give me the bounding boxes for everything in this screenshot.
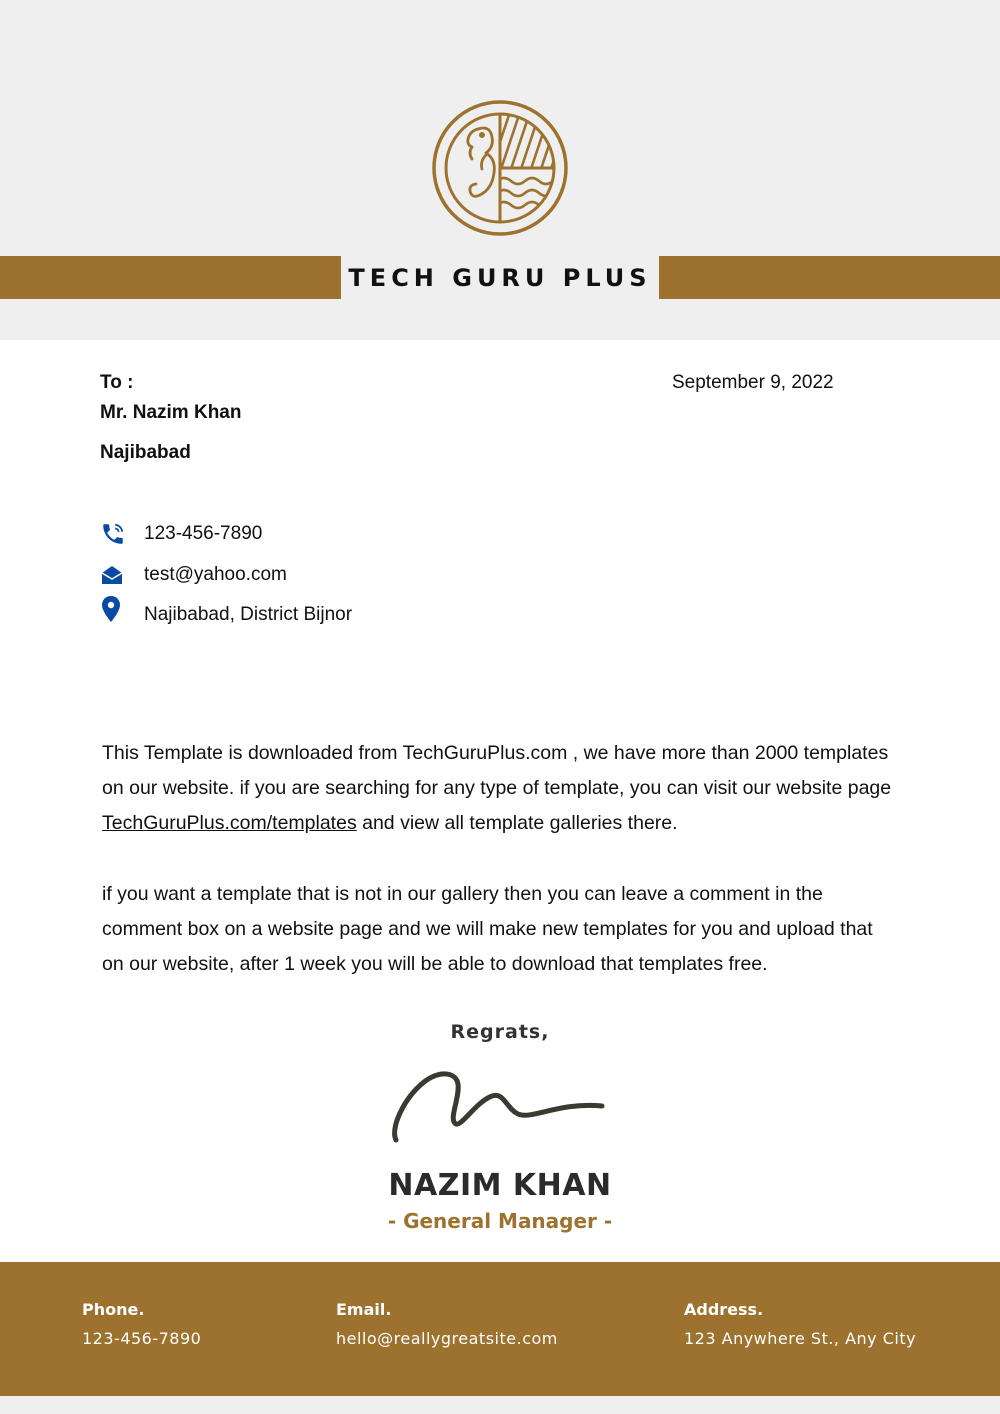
contact-address-row: [100, 600, 353, 630]
company-name: TECH GURU PLUS: [348, 263, 652, 292]
contact-email-row: [100, 560, 287, 590]
contact-email: test@yahoo.com: [144, 564, 287, 585]
body-paragraph-2: if you want a template that is not in our gallery then you can leave a comment in the comment box on a website page and we will make new templates for you and upload that on our website, after 1 week you will be able to download that templates free.: [102, 883, 873, 975]
recipient-city: Najibabad: [100, 442, 191, 463]
header-band-left: [0, 256, 341, 299]
signature-drawing: [388, 1068, 608, 1148]
body-paragraph-1-text: This Template is downloaded from TechGuruPlus.com , we have more than 2000 templates on our website. if you are searching for any type of template, you can visit our website page: [102, 742, 892, 799]
templates-link[interactable]: TechGuruPlus.com/templates: [102, 812, 357, 834]
contact-address: Najibabad, District Bijnor: [144, 604, 353, 625]
footer-phone-value: 123-456-7890: [82, 1329, 202, 1348]
footer-phone: [82, 1300, 201, 1348]
contact-phone: 123-456-7890: [144, 523, 263, 544]
contact-phone-row: [100, 519, 263, 549]
footer-phone-label: Phone.: [82, 1300, 145, 1319]
footer-email: [336, 1300, 558, 1348]
footer-email-value: hello@reallygreatsite.com: [336, 1329, 558, 1348]
footer-bar: [0, 1262, 1000, 1396]
phone-icon: [100, 520, 128, 548]
to-label: To :: [100, 372, 134, 393]
footer-address-value: 123 Anywhere St., Any City: [684, 1329, 917, 1348]
envelope-icon: [100, 561, 128, 589]
letter-date: September 9, 2022: [672, 372, 834, 393]
footer-email-label: Email.: [336, 1300, 392, 1319]
header-band-right: [659, 256, 1000, 299]
closing-salutation: Regrats,: [450, 1021, 550, 1043]
recipient-name: Mr. Nazim Khan: [100, 402, 242, 423]
seahorse-emblem-icon: [431, 99, 569, 237]
location-pin-icon: [100, 601, 128, 629]
signer-name: NAZIM KHAN: [388, 1168, 612, 1203]
body-paragraph-1-text-end: and view all template galleries there.: [356, 812, 678, 834]
footer-address: [684, 1300, 916, 1348]
letterhead-header: [0, 0, 1000, 340]
footer-address-label: Address.: [684, 1300, 764, 1319]
signer-title: - General Manager -: [387, 1209, 613, 1233]
body-paragraph-1: [102, 736, 892, 841]
